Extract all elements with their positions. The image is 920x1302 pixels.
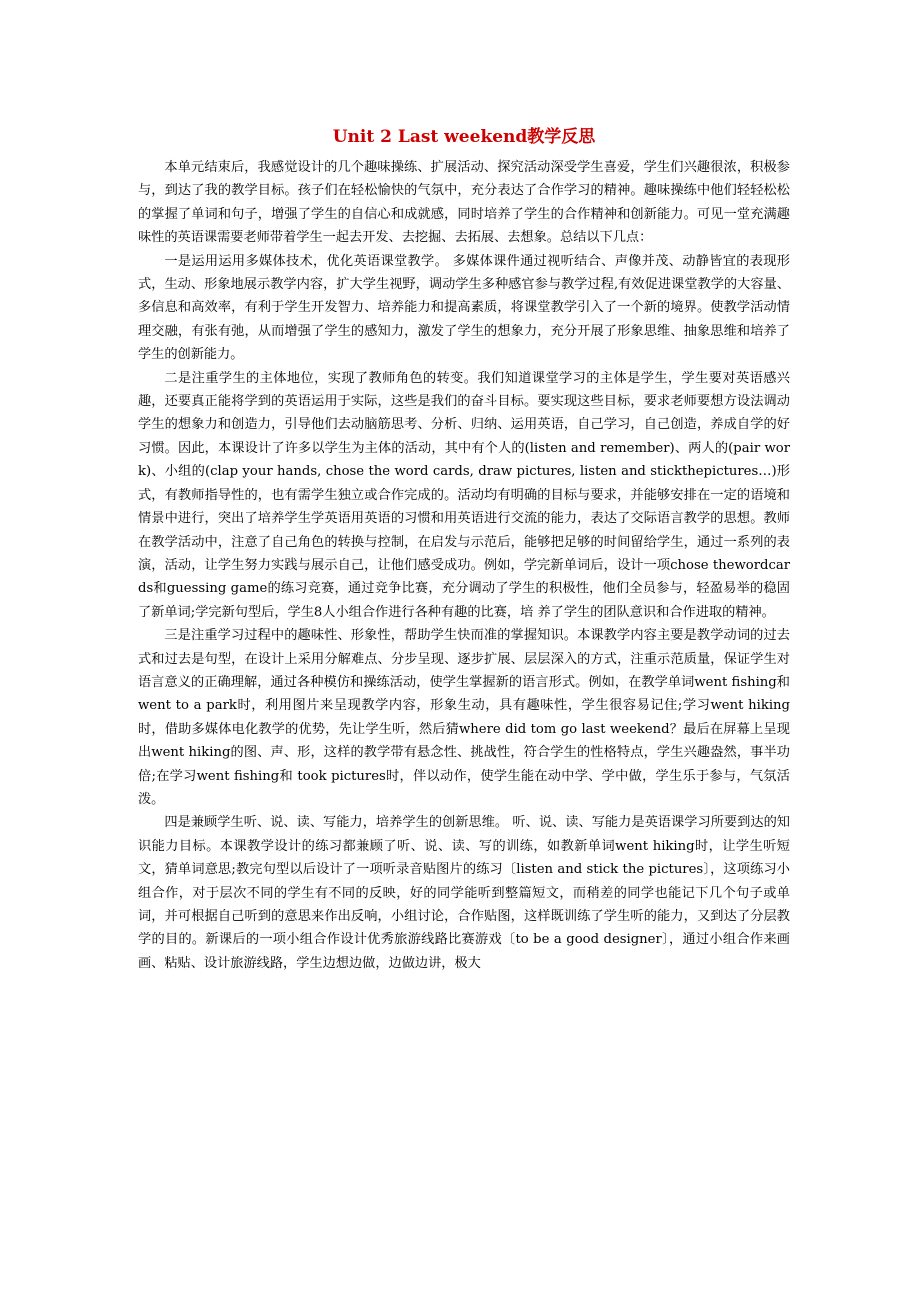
document-body xyxy=(138,156,790,975)
paragraph-point-2: 二是注重学生的主体地位，实现了教师角色的转变。我们知道课堂学习的主体是学生，学生要对英语感兴趣，还要真正能将学到的英语运用于实际，这些是我们的奋斗目标。要实现这些目标，要求老师要想方设法调动学生的想象力和创造力，引导他们去动脑筋思考、分析、归纳、运用英语，自己学习，自己创造，养成自学的好习惯。因此，本课设计了许多以学生为主体的活动，其中有个人的(listen and remember)、两人的(pair work)、小组的(clap your hands, chose the word cards, draw pictures, listen and stickthepictures…)形式，有教师指导性的，也有需学生独立或合作完成的。活动均有明确的目标与要求，并能够安排在一定的语境和情景中进行，突出了培养学生学英语用英语的习惯和用英语进行交流的能力，表达了交际语言教学的思想。教师在教学活动中，注意了自己角色的转换与控制，在启发与示范后，能够把足够的时间留给学生，通过一系列的表演，活动，让学生努力实践与展示自己，让他们感受成功。例如，学完新单词后，设计一项chose thewordcards和guessing game的练习竞赛，通过竞争比赛，充分调动了学生的积极性，他们全员参与，轻盈易举的稳固了新单词;学完新句型后，学生8人小组合作进行各种有趣的比赛，培 养了学生的团队意识和合作进取的精神。 xyxy=(138,370,790,620)
paragraph-intro: 本单元结束后，我感觉设计的几个趣味操练、扩展活动、探究活动深受学生喜爱，学生们兴趣很浓，积极参与，到达了我的教学目标。孩子们在轻松愉快的气氛中，充分表达了合作学习的精神。趣味操练中他们轻轻松松的掌握了单词和句子，增强了学生的自信心和成就感，同时培养了学生的合作精神和创新能力。可见一堂充满趣味性的英语课需要老师带着学生一起去开发、去挖掘、去拓展、去想象。总结以下几点： xyxy=(138,160,790,246)
paragraph-point-1: 一是运用运用多媒体技术，优化英语课堂教学。 多媒体课件通过视听结合、声像并茂、动静皆宜的表现形式，生动、形象地展示教学内容，扩大学生视野，调动学生多种感官参与教学过程,有效促进课堂教学的大容量、多信息和高效率，有利于学生开发智力、培养能力和提高素质，将课堂教学引入了一个新的境界。使教学活动情理交融，有张有弛，从而增强了学生的感知力，激发了学生的想象力，充分开展了形象思维、抽象思维和培养了学生的创新能力。 xyxy=(138,253,790,363)
paragraph-point-4: 四是兼顾学生听、说、读、写能力，培养学生的创新思维。 听、说、读、写能力是英语课学习所要到达的知识能力目标。本课教学设计的练习都兼顾了听、说、读、写的训练，如教新单词went hiking时，让学生听短文，猜单词意思;教完句型以后设计了一项听录音贴图片的练习〔listen and stick the pictures〕，这项练习小组合作，对于层次不同的学生有不同的反映，好的同学能听到整篇短文，而稍差的同学也能记下几个句子或单词，并可根据自己听到的意思来作出反响，小组讨论，合作贴图，这样既训练了学生听的能力，又到达了分层教学的目的。新课后的一项小组合作设计优秀旅游线路比赛游戏〔to be a good designer〕，通过小组合作来画画、粘贴、设计旅游线路，学生边想边做，边做边讲，极大 xyxy=(138,815,790,971)
paragraph-point-3: 三是注重学习过程中的趣味性、形象性，帮助学生快而准的掌握知识。本课教学内容主要是教学动词的过去式和过去是句型，在设计上采用分解难点、分步呈现、逐步扩展、层层深入的方式，注重示范质量，保证学生对语言意义的正确理解，通过各种模仿和操练活动，使学生掌握新的语言形式。例如，在教学单词went fishing和went to a park时，利用图片来呈现教学内容，形象生动，具有趣味性，学生很容易记住;学习went hiking时，借助多媒体电化教学的优势，先让学生听，然后猜where did tom go last weekend？最后在屏幕上呈现出went hiking的图、声、形，这样的教学带有悬念性、挑战性，符合学生的性格特点，学生兴趣盎然，事半功倍;在学习went fishing和 took pictures时，伴以动作，使学生能在动中学、学中做，学生乐于参与，气氛活泼。 xyxy=(138,628,790,807)
document-title: Unit 2 Last weekend教学反思 xyxy=(332,127,596,147)
document-page xyxy=(138,0,790,975)
